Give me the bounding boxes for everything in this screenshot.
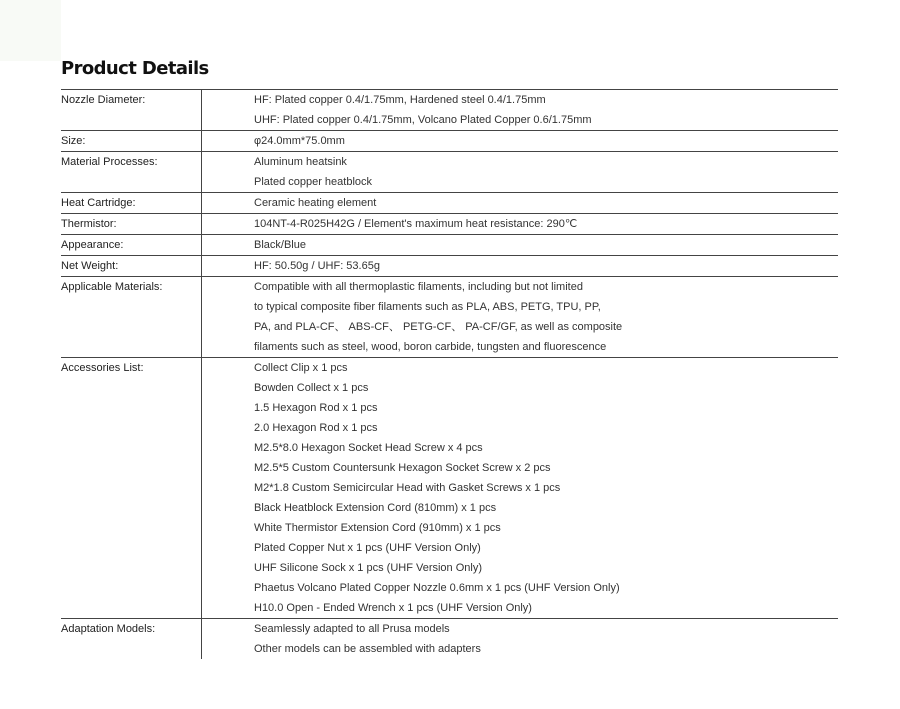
spec-label: Net Weight: (61, 256, 202, 276)
corner-block (0, 0, 61, 61)
spec-label: Size: (61, 131, 202, 151)
spec-values (202, 358, 838, 618)
spec-value: Phaetus Volcano Plated Copper Nozzle 0.6mm x 1 pcs (UHF Version Only) (254, 582, 620, 594)
spec-value: Other models can be assembled with adapters (254, 643, 481, 655)
spec-value: Black Heatblock Extension Cord (810mm) x 1 pcs (254, 502, 497, 514)
spec-label: Appearance: (61, 235, 202, 255)
spec-row (61, 619, 838, 659)
spec-row (61, 193, 838, 214)
spec-value: HF: Plated copper 0.4/1.75mm, Hardened steel 0.4/1.75mm (254, 94, 546, 106)
spec-value: Compatible with all thermoplastic filaments, including but not limited (254, 281, 583, 293)
spec-value: 2.0 Hexagon Rod x 1 pcs (254, 422, 378, 434)
spec-table (61, 89, 838, 659)
spec-value: M2.5*5 Custom Countersunk Hexagon Socket Screw x 2 pcs (254, 462, 551, 474)
spec-label: Applicable Materials: (61, 277, 202, 357)
spec-label: Nozzle Diameter: (61, 90, 202, 130)
spec-value: Plated copper heatblock (254, 176, 373, 188)
spec-label: Material Processes: (61, 152, 202, 192)
spec-value: PA, and PLA-CF、 ABS-CF、 PETG-CF、 PA-CF/GF, as well as composite (254, 321, 623, 333)
spec-row (61, 131, 838, 152)
spec-values (202, 193, 838, 213)
spec-values (202, 256, 838, 276)
spec-value: 104NT-4-R025H42G / Element's maximum heat resistance: 290℃ (254, 218, 578, 230)
spec-value: M2.5*8.0 Hexagon Socket Head Screw x 4 pcs (254, 442, 483, 454)
spec-values (202, 131, 838, 151)
spec-values (202, 152, 838, 192)
spec-label: Accessories List: (61, 358, 202, 618)
spec-value: Black/Blue (254, 239, 306, 251)
spec-value: Bowden Collect x 1 pcs (254, 382, 369, 394)
spec-label: Adaptation Models: (61, 619, 202, 659)
spec-value: White Thermistor Extension Cord (910mm) x 1 pcs (254, 522, 501, 534)
spec-value: Ceramic heating element (254, 197, 377, 209)
spec-values (202, 235, 838, 255)
spec-value: HF: 50.50g / UHF: 53.65g (254, 260, 380, 272)
spec-value: 1.5 Hexagon Rod x 1 pcs (254, 402, 378, 414)
spec-row (61, 152, 838, 193)
spec-value: filaments such as steel, wood, boron carbide, tungsten and fluorescence (254, 341, 607, 353)
spec-row (61, 90, 838, 131)
spec-value: Seamlessly adapted to all Prusa models (254, 623, 450, 635)
spec-row (61, 235, 838, 256)
spec-value: φ24.0mm*75.0mm (254, 135, 345, 147)
spec-values (202, 619, 838, 659)
spec-label: Heat Cartridge: (61, 193, 202, 213)
spec-value: to typical composite fiber filaments such as PLA, ABS, PETG, TPU, PP, (254, 301, 601, 313)
spec-value: UHF Silicone Sock x 1 pcs (UHF Version Only) (254, 562, 483, 574)
spec-row (61, 214, 838, 235)
spec-value: UHF: Plated copper 0.4/1.75mm, Volcano Plated Copper 0.6/1.75mm (254, 114, 592, 126)
spec-value: Aluminum heatsink (254, 156, 347, 168)
spec-label: Thermistor: (61, 214, 202, 234)
spec-value: H10.0 Open - Ended Wrench x 1 pcs (UHF Version Only) (254, 602, 532, 614)
spec-values (202, 277, 838, 357)
spec-values (202, 214, 838, 234)
spec-row (61, 256, 838, 277)
spec-row (61, 277, 838, 358)
spec-value: Collect Clip x 1 pcs (254, 362, 348, 374)
spec-value: Plated Copper Nut x 1 pcs (UHF Version Only) (254, 542, 481, 554)
spec-value: M2*1.8 Custom Semicircular Head with Gasket Screws x 1 pcs (254, 482, 561, 494)
spec-row (61, 358, 838, 619)
spec-values (202, 90, 838, 130)
page-title: Product Details (61, 58, 209, 79)
